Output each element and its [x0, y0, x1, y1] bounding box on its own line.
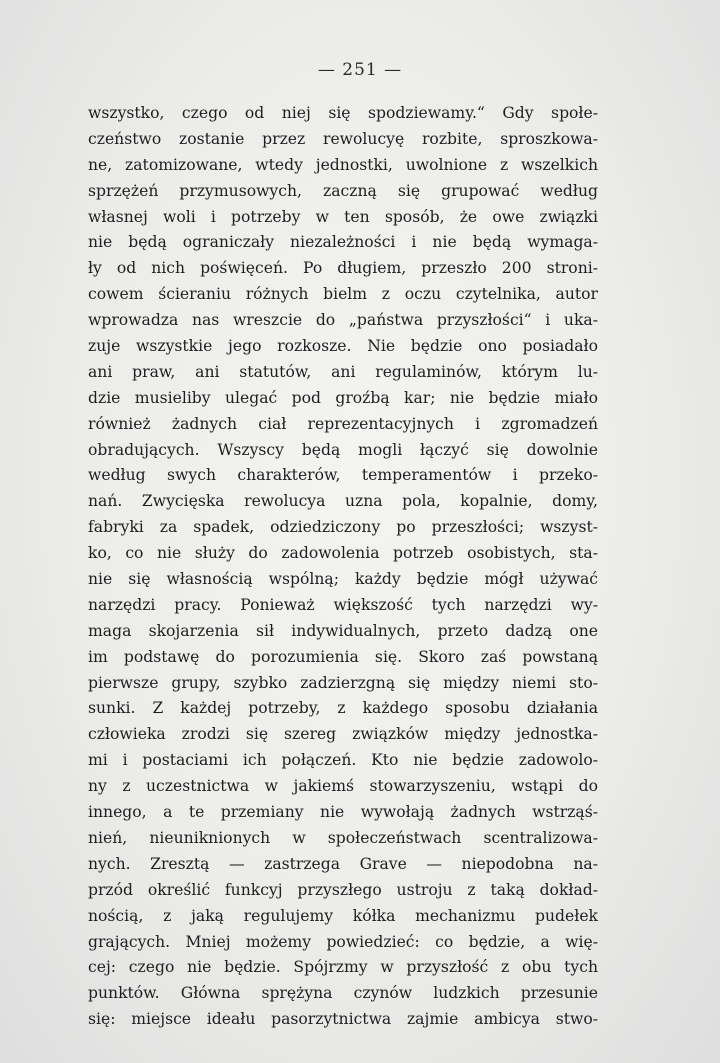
text-line: obradujących. Wszyscy będą mogli łączyć się dowolnie: [88, 440, 598, 459]
page-number: — 251 —: [317, 60, 403, 80]
text-line: innego, a te przemiany nie wywołają żadnych wstrząś-: [88, 803, 598, 822]
text-line: pierwsze grupy, szybko zadzierzgną się między niemi sto-: [88, 673, 598, 692]
text-line: ko, co nie służy do zadowolenia potrzeb osobistych, sta-: [88, 544, 598, 563]
text-line: narzędzi pracy. Ponieważ większość tych narzędzi wy-: [88, 595, 598, 614]
text-line: nych. Zresztą — zastrzega Grave — niepodobna na-: [88, 854, 598, 873]
text-line: maga skojarzenia sił indywidualnych, przeto dadzą one: [88, 621, 598, 640]
text-line: fabryki za spadek, odziedziczony po przeszłości; wszyst-: [88, 518, 598, 537]
text-line: przód określić funkcyj przyszłego ustroju z taką dokład-: [88, 880, 598, 899]
text-line: nie się własnością wspólną; każdy będzie mógł używać: [88, 570, 598, 589]
text-line: ne, zatomizowane, wtedy jednostki, uwolnione z wszelkich: [88, 155, 598, 174]
text-line: ani praw, ani statutów, ani regulaminów, którym lu-: [88, 362, 598, 381]
text-line: dzie musieliby ulegać pod groźbą kar; nie będzie miało: [88, 388, 598, 407]
text-line: ny z uczestnictwa w jakiemś stowarzyszeniu, wstąpi do: [88, 777, 598, 796]
text-line: według swych charakterów, temperamentów i przeko-: [88, 466, 598, 485]
text-line: cej: czego nie będzie. Spójrzmy w przyszłość z obu tych: [88, 958, 598, 977]
text-line: sprzężeń przymusowych, zaczną się grupować według: [88, 181, 598, 200]
text-line: człowieka zrodzi się szereg związków między jednostka-: [88, 725, 598, 744]
text-line: własnej woli i potrzeby w ten sposób, że owe związki: [88, 207, 598, 226]
text-line: zuje wszystkie jego rozkosze. Nie będzie ono posiadało: [88, 337, 598, 356]
text-line: nie będą ograniczały niezależności i nie będą wymaga-: [88, 233, 598, 252]
text-line: wprowadza nas wreszcie do „państwa przyszłości“ i uka-: [88, 311, 598, 330]
text-line: wszystko, czego od niej się spodziewamy.“ Gdy społe-: [88, 104, 598, 122]
text-line: ły od nich poświęceń. Po długiem, przeszło 200 stroni-: [88, 259, 598, 278]
text-line: nością, z jaką regulujemy kółka mechanizmu pudełek: [88, 906, 598, 925]
body-text: [88, 101, 598, 1033]
text-line: czeństwo zostanie przez rewolucyę rozbite, sproszkowa-: [88, 129, 598, 148]
text-line: również żadnych ciał reprezentacyjnych i zgromadzeń: [88, 414, 598, 433]
text-line: się: miejsce ideału pasorzytnictwa zajmie ambicya stwo-: [88, 1010, 598, 1029]
text-line: cowem ścieraniu różnych bielm z oczu czytelnika, autor: [88, 285, 598, 304]
text-line: nań. Zwycięska rewolucya uzna pola, kopalnie, domy,: [88, 492, 598, 511]
text-line: grających. Mniej możemy powiedzieć: co będzie, a wię-: [88, 932, 598, 951]
text-line: im podstawę do porozumienia się. Skoro zaś powstaną: [88, 647, 598, 666]
text-line: sunki. Z każdej potrzeby, z każdego sposobu działania: [88, 699, 598, 718]
text-line: nień, nieuniknionych w społeczeństwach scentralizowa-: [88, 828, 598, 847]
text-line: punktów. Główna sprężyna czynów ludzkich przesunie: [88, 984, 598, 1003]
text-line: mi i postaciami ich połączeń. Kto nie będzie zadowolo-: [88, 751, 598, 770]
